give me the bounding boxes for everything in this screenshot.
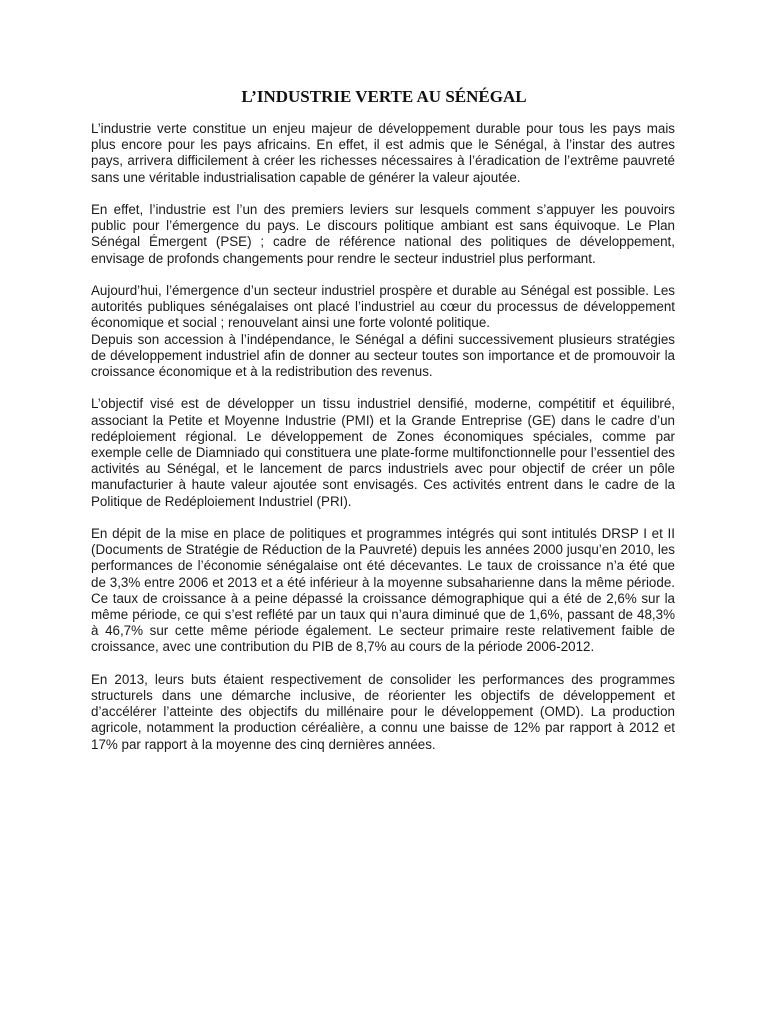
paragraph-pse: En effet, l’industrie est l’un des premiers leviers sur lesquels comment s’appuyer les pouvoirs public pour l’émergence du pays. Le discours politique ambiant est sans équivoque. Le Plan Sénégal Émergent (PSE) ; cadre de référence national des politiques de développement, envisage de profonds changements pour rendre le secteur industriel plus performant. (91, 202, 675, 266)
paragraph-independence: Depuis son accession à l’indépendance, le Sénégal a défini successivement plusieurs stratégies de développement industriel afin de donner au secteur toutes son importance et de promouvoir la croissance économique et à la redistribution des revenus. (91, 331, 675, 380)
paragraph-intro: L’industrie verte constitue un enjeu majeur de développement durable pour tous les pays mais plus encore pour les pays africains. En effet, il est admis que le Sénégal, à l’instar des autres pays, arrivera difficilement à créer les richesses nécessaires à l’éradication de l’extrême pauvreté sans une véritable industrialisation capable de générer la valeur ajoutée. (91, 121, 675, 185)
paragraph-objective: L’objectif visé est de développer un tissu industriel densifié, moderne, compétitif et équilibré, associant la Petite et Moyenne Industrie (PMI) et la Grande Entreprise (GE) dans le cadre d’un redéploiement régional. Le développement de Zones économiques spéciales, comme par exemple celle de Diamniado qui constituera une plate-forme multifonctionnelle pour l’essentiel des activités au Sénégal, et le lancement de parcs industriels avec pour objectif de créer un pôle manufacturier à haute valeur ajoutée sont envisagés. Ces activités entrent dans le cadre de la Politique de Redéploiement Industriel (PRI). (91, 396, 675, 509)
document-body (91, 121, 675, 769)
paragraph-2013: En 2013, leurs buts étaient respectivement de consolider les performances des programmes structurels dans une démarche inclusive, de réorienter les objectifs de développement et d’accélérer l’atteinte des objectifs du millénaire pour le développement (OMD). La production agricole, notamment la production céréalière, a connu une baisse de 12% par rapport à 2012 et 17% par rapport à la moyenne des cinq dernières années. (91, 671, 675, 752)
paragraph-drsp: En dépit de la mise en place de politiques et programmes intégrés qui sont intitulés DRSP I et II (Documents de Stratégie de Réduction de la Pauvreté) depuis les années 2000 jusqu’en 2010, les performances de l’économie sénégalaise ont été décevantes. Le taux de croissance n’a été que de 3,3% entre 2006 et 2013 et a été inférieur à la moyenne subsaharienne dans la même période. Ce taux de croissance à a peine dépassé la croissance démographique qui a été de 2,6% sur la même période, ce qui s’est reflété par un taux qui n’aura diminué que de 1,6%, passant de 48,3% à 46,7% sur cette même période également. Le secteur primaire reste relativement faible de croissance, avec une contribution du PIB de 8,7% au cours de la période 2006-2012. (91, 526, 675, 655)
paragraph-emergence: Aujourd’hui, l’émergence d’un secteur industriel prospère et durable au Sénégal est possible. Les autorités publiques sénégalaises ont placé l’industriel au cœur du processus de développement économique et social ; renouvelant ainsi une forte volonté politique. (91, 283, 675, 331)
document-title: L’INDUSTRIE VERTE AU SÉNÉGAL (241, 87, 527, 106)
